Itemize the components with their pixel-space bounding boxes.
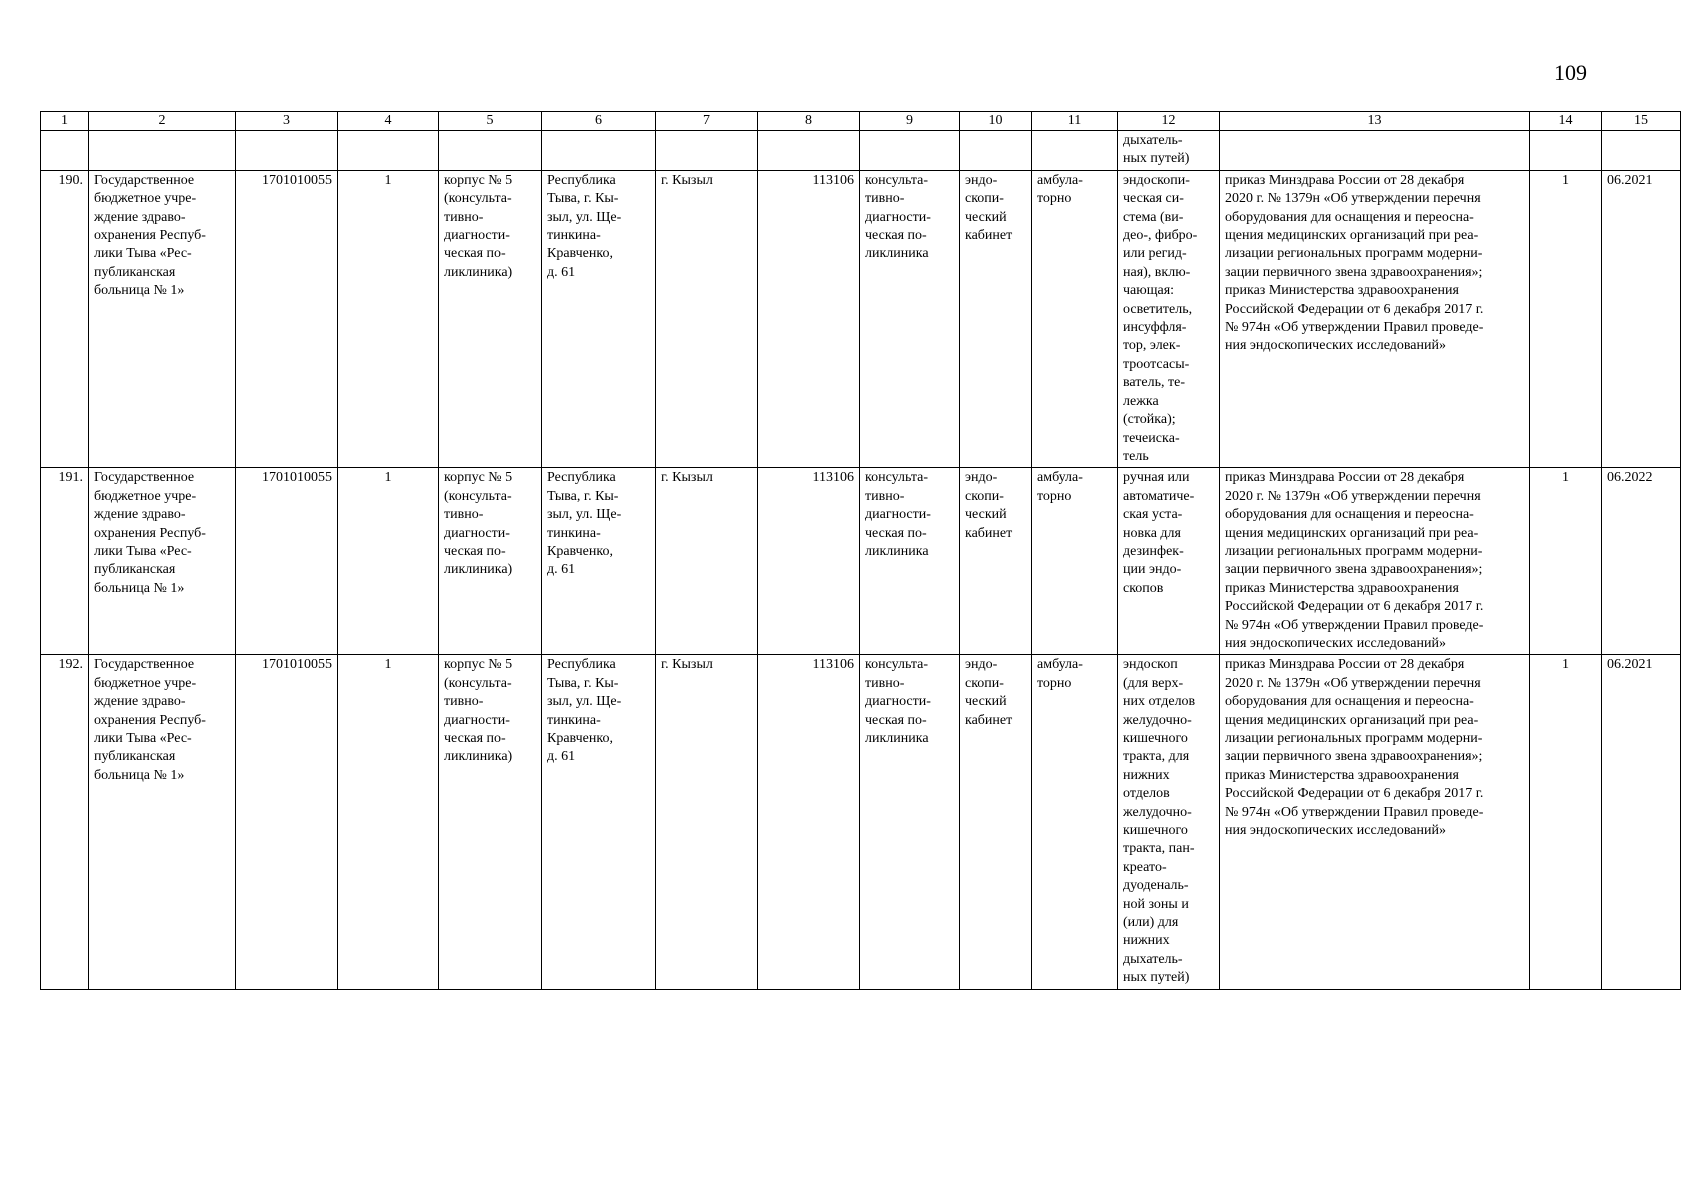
column-header: 13 [1220,112,1530,131]
basis-cell: приказ Минздрава России от 28 декабря 2020 г. № 1379н «Об утверждении перечня оборудования для оснащения и переосна- щения медицинских организаций при реа- лизации региональных программ модерни- зации первичного звена здравоохранения»; приказ Министерства здравоохранения Российской Федерации от 6 декабря 2017 г. № 974н «Об утверждении Правил проведе- ния эндоскопических исследований» [1220,468,1530,655]
postal-cell: 113106 [758,468,860,655]
equipment-table [40,111,1681,990]
column-number-row [41,112,1681,131]
column-header: 10 [960,112,1032,131]
address-cell: Республика Тыва, г. Кы- зыл, ул. Ще- тинкина- Кравченко, д. 61 [542,170,656,468]
address-cell: Республика Тыва, г. Кы- зыл, ул. Ще- тинкина- Кравченко, д. 61 [542,468,656,655]
equipment-cell: дыхатель- ных путей) [1118,131,1220,171]
table-row [41,468,1681,655]
code-cell: 1701010055 [236,655,338,989]
building-cell: корпус № 5 (консульта- тивно- диагности- ческая по- ликлиника) [439,655,542,989]
column-header: 12 [1118,112,1220,131]
basis-cell: приказ Минздрава России от 28 декабря 2020 г. № 1379н «Об утверждении перечня оборудования для оснащения и переосна- щения медицинских организаций при реа- лизации региональных программ модерни- зации первичного звена здравоохранения»; приказ Министерства здравоохранения Российской Федерации от 6 декабря 2017 г. № 974н «Об утверждении Правил проведе- ния эндоскопических исследований» [1220,170,1530,468]
table-row [41,655,1681,989]
column-header: 6 [542,112,656,131]
organization-cell: Государственное бюджетное учре- ждение здраво- охранения Респуб- лики Тыва «Рес- публиканская больница № 1» [89,170,236,468]
equipment-cell: эндоскопи- ческая си- стема (ви- део-, фибро- или регид- ная), вклю- чающая: осветитель, инсуффля- тор, элек- троотсасы- ватель, те- лежка (стойка); течеискa- тель [1118,170,1220,468]
quantity-cell: 1 [338,655,439,989]
date-cell: 06.2021 [1602,170,1681,468]
table-row [41,170,1681,468]
date-cell: 06.2022 [1602,468,1681,655]
column-header: 14 [1530,112,1602,131]
count-cell: 1 [1530,655,1602,989]
row-number: 190. [41,170,89,468]
column-header: 2 [89,112,236,131]
city-cell: г. Кызыл [656,655,758,989]
code-cell: 1701010055 [236,468,338,655]
basis-cell: приказ Минздрава России от 28 декабря 2020 г. № 1379н «Об утверждении перечня оборудования для оснащения и переосна- щения медицинских организаций при реа- лизации региональных программ модерни- зации первичного звена здравоохранения»; приказ Министерства здравоохранения Российской Федерации от 6 декабря 2017 г. № 974н «Об утверждении Правил проведе- ния эндоскопических исследований» [1220,655,1530,989]
postal-cell: 113106 [758,655,860,989]
mode-cell: амбула- торно [1032,170,1118,468]
unit-cell: консульта- тивно- диагности- ческая по- ликлиника [860,468,960,655]
city-cell: г. Кызыл [656,170,758,468]
row-number: 192. [41,655,89,989]
mode-cell: амбула- торно [1032,468,1118,655]
quantity-cell: 1 [338,170,439,468]
count-cell: 1 [1530,170,1602,468]
quantity-cell: 1 [338,468,439,655]
row-number: 191. [41,468,89,655]
column-header: 5 [439,112,542,131]
organization-cell: Государственное бюджетное учре- ждение здраво- охранения Респуб- лики Тыва «Рес- публиканская больница № 1» [89,468,236,655]
equipment-cell: эндоскоп (для верх- них отделов желудочно- кишечного тракта, для нижних отделов желудочно- кишечного тракта, пан- креато- дуоденаль- ной зоны и (или) для нижних дыхатель- ных путей) [1118,655,1220,989]
room-cell: эндо- скопи- ческий кабинет [960,655,1032,989]
room-cell: эндо- скопи- ческий кабинет [960,468,1032,655]
column-header: 1 [41,112,89,131]
column-header: 7 [656,112,758,131]
count-cell: 1 [1530,468,1602,655]
column-header: 3 [236,112,338,131]
building-cell: корпус № 5 (консульта- тивно- диагности- ческая по- ликлиника) [439,170,542,468]
continuation-row [41,131,1681,171]
mode-cell: амбула- торно [1032,655,1118,989]
page-number: 109 [1554,60,1587,85]
equipment-cell: ручная или автоматиче- ская уста- новка для дезинфек- ции эндо- скопов [1118,468,1220,655]
column-header: 4 [338,112,439,131]
unit-cell: консульта- тивно- диагности- ческая по- ликлиника [860,170,960,468]
column-header: 8 [758,112,860,131]
column-header: 11 [1032,112,1118,131]
column-header: 9 [860,112,960,131]
building-cell: корпус № 5 (консульта- тивно- диагности- ческая по- ликлиника) [439,468,542,655]
postal-cell: 113106 [758,170,860,468]
code-cell: 1701010055 [236,170,338,468]
organization-cell: Государственное бюджетное учре- ждение здраво- охранения Респуб- лики Тыва «Рес- публиканская больница № 1» [89,655,236,989]
room-cell: эндо- скопи- ческий кабинет [960,170,1032,468]
column-header: 15 [1602,112,1681,131]
city-cell: г. Кызыл [656,468,758,655]
unit-cell: консульта- тивно- диагности- ческая по- ликлиника [860,655,960,989]
address-cell: Республика Тыва, г. Кы- зыл, ул. Ще- тинкина- Кравченко, д. 61 [542,655,656,989]
date-cell: 06.2021 [1602,655,1681,989]
